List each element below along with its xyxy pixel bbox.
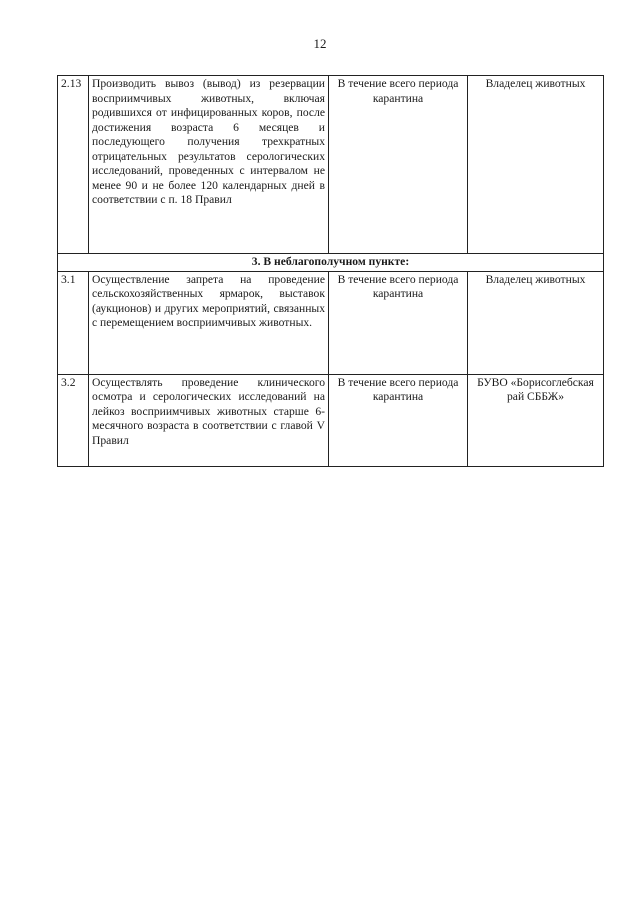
table-row [58, 76, 604, 254]
row-number: 3.2 [58, 374, 89, 466]
table-row [58, 271, 604, 374]
section-header-row [58, 254, 604, 272]
row-term: В течение всего периода карантина [329, 374, 468, 466]
table-row [58, 374, 604, 466]
page-number: 12 [313, 36, 327, 51]
row-term: В течение всего периода карантина [329, 76, 468, 254]
row-number: 2.13 [58, 76, 89, 254]
row-responsible: БУВО «Борисоглебская рай СББЖ» [468, 374, 604, 466]
row-measure: Осуществление запрета на проведение сельскохозяйственных ярмарок, выставок (аукционов) и других мероприятий, связанных с перемещением восприимчивых животных. [89, 271, 329, 374]
row-responsible: Владелец животных [468, 271, 604, 374]
row-measure: Производить вывоз (вывод) из резервации восприимчивых животных, включая родившихся от инфицированных коров, после достижения возраста 6 месяцев и последующего получения трехкратных отрицательных результатов серологических исследований, проведенных с интервалом не менее 90 и не более 120 календарных дней в соответствии с п. 18 Правил [89, 76, 329, 254]
row-measure: Осуществлять проведение клинического осмотра и серологических исследований на лейкоз восприимчивых животных старше 6-месячного возраста в соответствии с главой V Правил [89, 374, 329, 466]
row-responsible: Владелец животных [468, 76, 604, 254]
measures-table [57, 75, 604, 467]
row-term: В течение всего периода карантина [329, 271, 468, 374]
row-number: 3.1 [58, 271, 89, 374]
section-title: 3. В неблагополучном пункте: [58, 254, 604, 272]
